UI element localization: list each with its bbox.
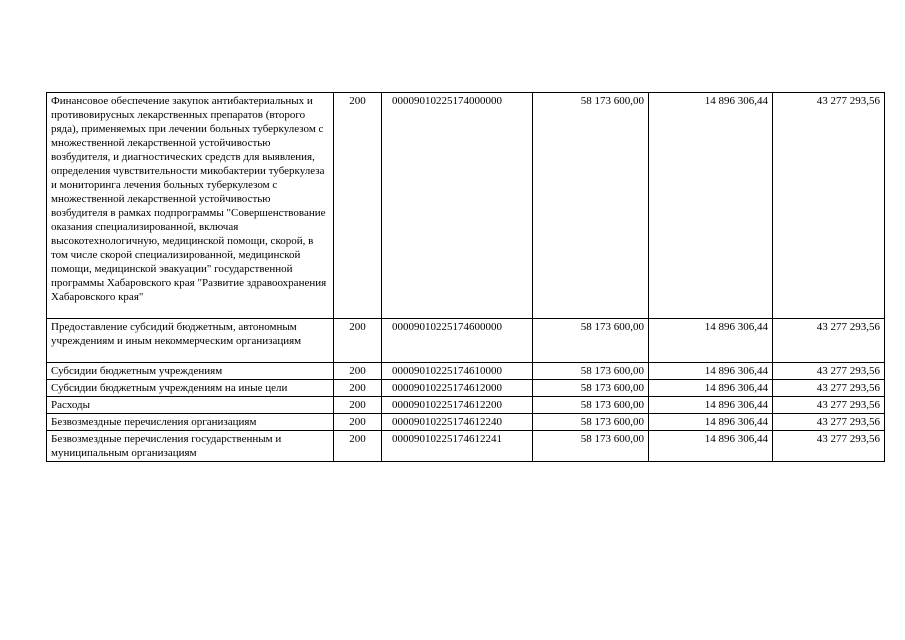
row-name-cell: Субсидии бюджетным учреждениям на иные цели xyxy=(47,380,334,397)
table-row xyxy=(47,414,885,431)
row-remaining-cell: 43 277 293,56 xyxy=(773,397,885,414)
row-executed-cell: 14 896 306,44 xyxy=(649,414,773,431)
row-name-cell: Безвозмездные перечисления государственным и муниципальным организациям xyxy=(47,431,334,462)
row-name-cell: Финансовое обеспечение закупок антибактериальных и противовирусных лекарственных препаратов (второго ряда), применяемых при лечении больных туберкулезом с множественной лекарственной устойчивостью возбудителя, и диагностических средств для выявления, определения чувствительности микобактерии туберкулеза и мониторинга лечения больных туберкулезом с множественной лекарственной устойчивостью возбудителя в рамках подпрограммы "Совершенствование оказания специализированной, включая высокотехнологичную, медицинской помощи, скорой, в том числе скорой специализированной, медицинской помощи, медицинской эвакуации" государственной программы Хабаровского края "Развитие здравоохранения Хабаровского края" xyxy=(47,93,334,319)
row-code-cell: 200 xyxy=(334,380,382,397)
row-approved-cell: 58 173 600,00 xyxy=(533,319,649,363)
row-remaining-cell: 43 277 293,56 xyxy=(773,414,885,431)
row-name-cell: Безвозмездные перечисления организациям xyxy=(47,414,334,431)
row-executed-cell: 14 896 306,44 xyxy=(649,380,773,397)
row-approved-cell: 58 173 600,00 xyxy=(533,363,649,380)
row-kbk-cell: 00009010225174612241 xyxy=(382,431,533,462)
row-executed-cell: 14 896 306,44 xyxy=(649,397,773,414)
row-kbk-cell: 00009010225174612200 xyxy=(382,397,533,414)
row-approved-cell: 58 173 600,00 xyxy=(533,93,649,319)
row-executed-cell: 14 896 306,44 xyxy=(649,93,773,319)
row-code-cell: 200 xyxy=(334,431,382,462)
table-row xyxy=(47,397,885,414)
row-remaining-cell: 43 277 293,56 xyxy=(773,93,885,319)
row-remaining-cell: 43 277 293,56 xyxy=(773,431,885,462)
table-row xyxy=(47,319,885,363)
table-row xyxy=(47,380,885,397)
row-name-cell: Расходы xyxy=(47,397,334,414)
table-row xyxy=(47,363,885,380)
row-code-cell: 200 xyxy=(334,363,382,380)
row-kbk-cell: 00009010225174000000 xyxy=(382,93,533,319)
row-approved-cell: 58 173 600,00 xyxy=(533,380,649,397)
row-code-cell: 200 xyxy=(334,319,382,363)
row-kbk-cell: 00009010225174600000 xyxy=(382,319,533,363)
row-name-cell: Субсидии бюджетным учреждениям xyxy=(47,363,334,380)
row-remaining-cell: 43 277 293,56 xyxy=(773,363,885,380)
row-remaining-cell: 43 277 293,56 xyxy=(773,319,885,363)
row-kbk-cell: 00009010225174612240 xyxy=(382,414,533,431)
row-name-cell: Предоставление субсидий бюджетным, автономным учреждениям и иным некоммерческим организациям xyxy=(47,319,334,363)
row-executed-cell: 14 896 306,44 xyxy=(649,363,773,380)
row-executed-cell: 14 896 306,44 xyxy=(649,431,773,462)
row-approved-cell: 58 173 600,00 xyxy=(533,431,649,462)
row-remaining-cell: 43 277 293,56 xyxy=(773,380,885,397)
row-code-cell: 200 xyxy=(334,397,382,414)
row-code-cell: 200 xyxy=(334,414,382,431)
row-approved-cell: 58 173 600,00 xyxy=(533,397,649,414)
table-row xyxy=(47,431,885,462)
row-executed-cell: 14 896 306,44 xyxy=(649,319,773,363)
row-kbk-cell: 00009010225174612000 xyxy=(382,380,533,397)
row-code-cell: 200 xyxy=(334,93,382,319)
row-kbk-cell: 00009010225174610000 xyxy=(382,363,533,380)
budget-execution-table xyxy=(46,92,885,462)
table-row xyxy=(47,93,885,319)
row-approved-cell: 58 173 600,00 xyxy=(533,414,649,431)
